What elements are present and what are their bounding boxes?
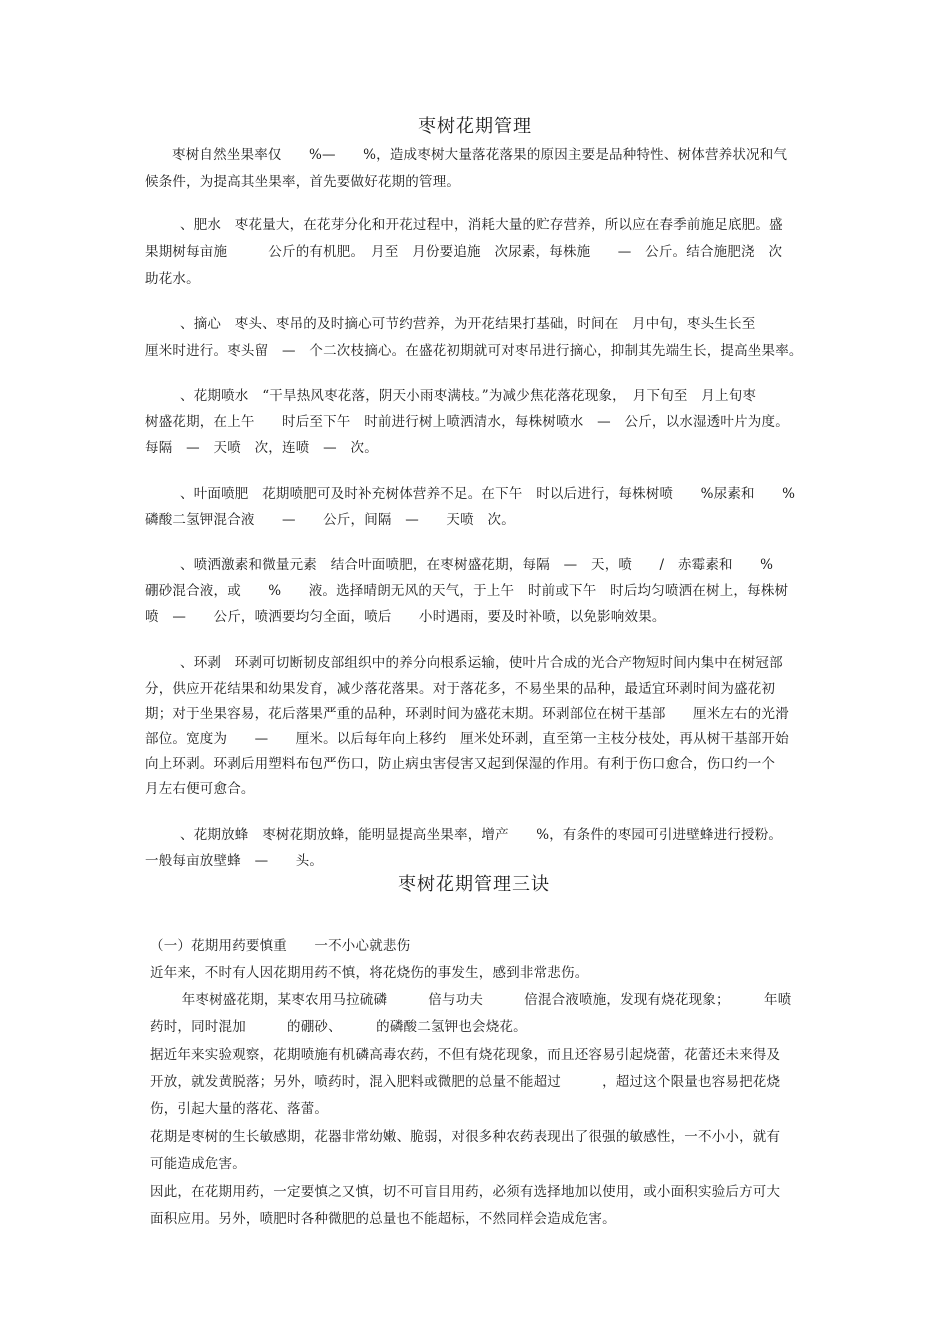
document-subtitle: 枣树花期管理三诀 — [398, 874, 550, 895]
section-girdling-line: 向上环剥。环剥后用塑料布包严伤口，防止病虫害侵害又起到保湿的作用。有利于伤口愈合，伤口约一个 — [145, 756, 776, 772]
part2-line: 可能造成危害。 — [150, 1156, 246, 1172]
section-fertilizer-line: 助花水。 — [145, 271, 200, 287]
section-bees-line: 、花期放蜂 枣树花期放蜂，能明显提高坐果率，增产 %，有条件的枣园可引进壁蜂进行授粉。 — [180, 827, 783, 843]
part2-line: 开放，就发黄脱落；另外，喷药时，混入肥料或微肥的总量不能超过 ，超过这个限量也容易把花烧 — [150, 1074, 781, 1090]
document-title: 枣树花期管理 — [418, 116, 532, 137]
section-girdling-line: 部位。宽度为 — 厘米。以后每年向上移约 厘米处环剥，直至第一主枝分枝处，再从树干基部开始 — [145, 731, 789, 747]
section-fertilizer-line: 果期树每亩施 公斤的有机肥。 月至 月份要追施 次尿素，每株施 — 公斤。结合施肥浇 次 — [145, 244, 783, 260]
section-girdling-line: 分，供应开花结果和幼果发育，减少落花落果。对于落花多，不易坐果的品种，最适宜环剥时间为盛花初 — [145, 681, 776, 697]
section-girdling-line: 期；对于坐果容易，花后落果严重的品种，环剥时间为盛花末期。环剥部位在树干基部 厘米左右的光滑 — [145, 706, 789, 722]
part2-line: 年枣树盛花期，某枣农用马拉硫磷 倍与功夫 倍混合液喷施，发现有烧花现象； 年喷 — [168, 992, 792, 1008]
part2-line: 药时，同时混加 的硼砂、 的磷酸二氢钾也会烧花。 — [150, 1019, 527, 1035]
intro-line: 枣树自然坐果率仅 %— %，造成枣树大量落花落果的原因主要是品种特性、树体营养状况和气 — [172, 147, 788, 163]
section-hormone-line: 喷 — 公斤，喷洒要均匀全面，喷后 小时遇雨，要及时补喷，以免影响效果。 — [145, 609, 666, 625]
section-fertilizer-line: 、肥水 枣花量大，在花芽分化和开花过程中，消耗大量的贮存营养，所以应在春季前施足底肥。盛 — [180, 217, 783, 233]
section-spray-water-line: 每隔 — 天喷 次，连喷 — 次。 — [145, 440, 378, 456]
part2-line: 因此，在花期用药，一定要慎之又慎，切不可盲目用药，必须有选择地加以使用，或小面积实验后方可大 — [150, 1184, 781, 1200]
part2-line: 花期是枣树的生长敏感期，花器非常幼嫩、脆弱，对很多种农药表现出了很强的敏感性，一不小小，就有 — [150, 1129, 781, 1145]
section-bees-line: 一般每亩放壁蜂 — 头。 — [145, 853, 324, 869]
section-foliar-line: 磷酸二氢钾混合液 — 公斤，间隔 — 天喷 次。 — [145, 512, 515, 528]
section-spray-water-line: 树盛花期，在上午 时后至下午 时前进行树上喷洒清水，每株树喷水 — 公斤，以水湿透叶片为度。 — [145, 414, 789, 430]
section-hormone-line: 、喷洒激素和微量元素 结合叶面喷肥，在枣树盛花期，每隔 — 天，喷 / 赤霉素和 % — [180, 557, 774, 573]
part2-line: 近年来，不时有人因花期用药不慎，将花烧伤的事发生，感到非常悲伤。 — [150, 965, 589, 981]
section-foliar-line: 、叶面喷肥 花期喷肥可及时补充树体营养不足。在下午 时以后进行，每株树喷 %尿素和 % — [180, 486, 796, 502]
section-hormone-line: 硼砂混合液，或 % 液。选择晴朗无风的天气，于上午 时前或下午 时后均匀喷洒在树上，每株树 — [145, 583, 789, 599]
part2-line: 据近年来实验观察，花期喷施有机磷高毒农药，不但有烧花现象，而且还容易引起烧蕾，花蕾还未来得及 — [150, 1047, 781, 1063]
section-pinching-line: 、摘心 枣头、枣吊的及时摘心可节约营养，为开花结果打基础，时间在 月中旬，枣头生长至 — [180, 316, 756, 332]
section-pinching-line: 厘米时进行。枣头留 — 个二次枝摘心。在盛花初期就可对枣吊进行摘心，抑制其先端生长，提高坐果率。 — [145, 343, 803, 359]
intro-line: 候条件，为提高其坐果率，首先要做好花期的管理。 — [145, 174, 461, 190]
section-girdling-line: 、环剥 环剥可切断韧皮部组织中的养分向根系运输，使叶片合成的光合产物短时间内集中在树冠部 — [180, 655, 783, 671]
section-girdling-line: 月左右便可愈合。 — [145, 781, 255, 797]
part2-heading: （一）花期用药要慎重 一不小心就悲伤 — [150, 938, 411, 954]
part2-line: 伤，引起大量的落花、落蕾。 — [150, 1101, 329, 1117]
section-spray-water-line: 、花期喷水 “干旱热风枣花落，阴天小雨枣满枝。”为减少焦花落花现象， 月下旬至 月上旬枣 — [180, 388, 757, 404]
part2-line: 面积应用。另外，喷肥时各种微肥的总量也不能超标，不然同样会造成危害。 — [150, 1211, 616, 1227]
